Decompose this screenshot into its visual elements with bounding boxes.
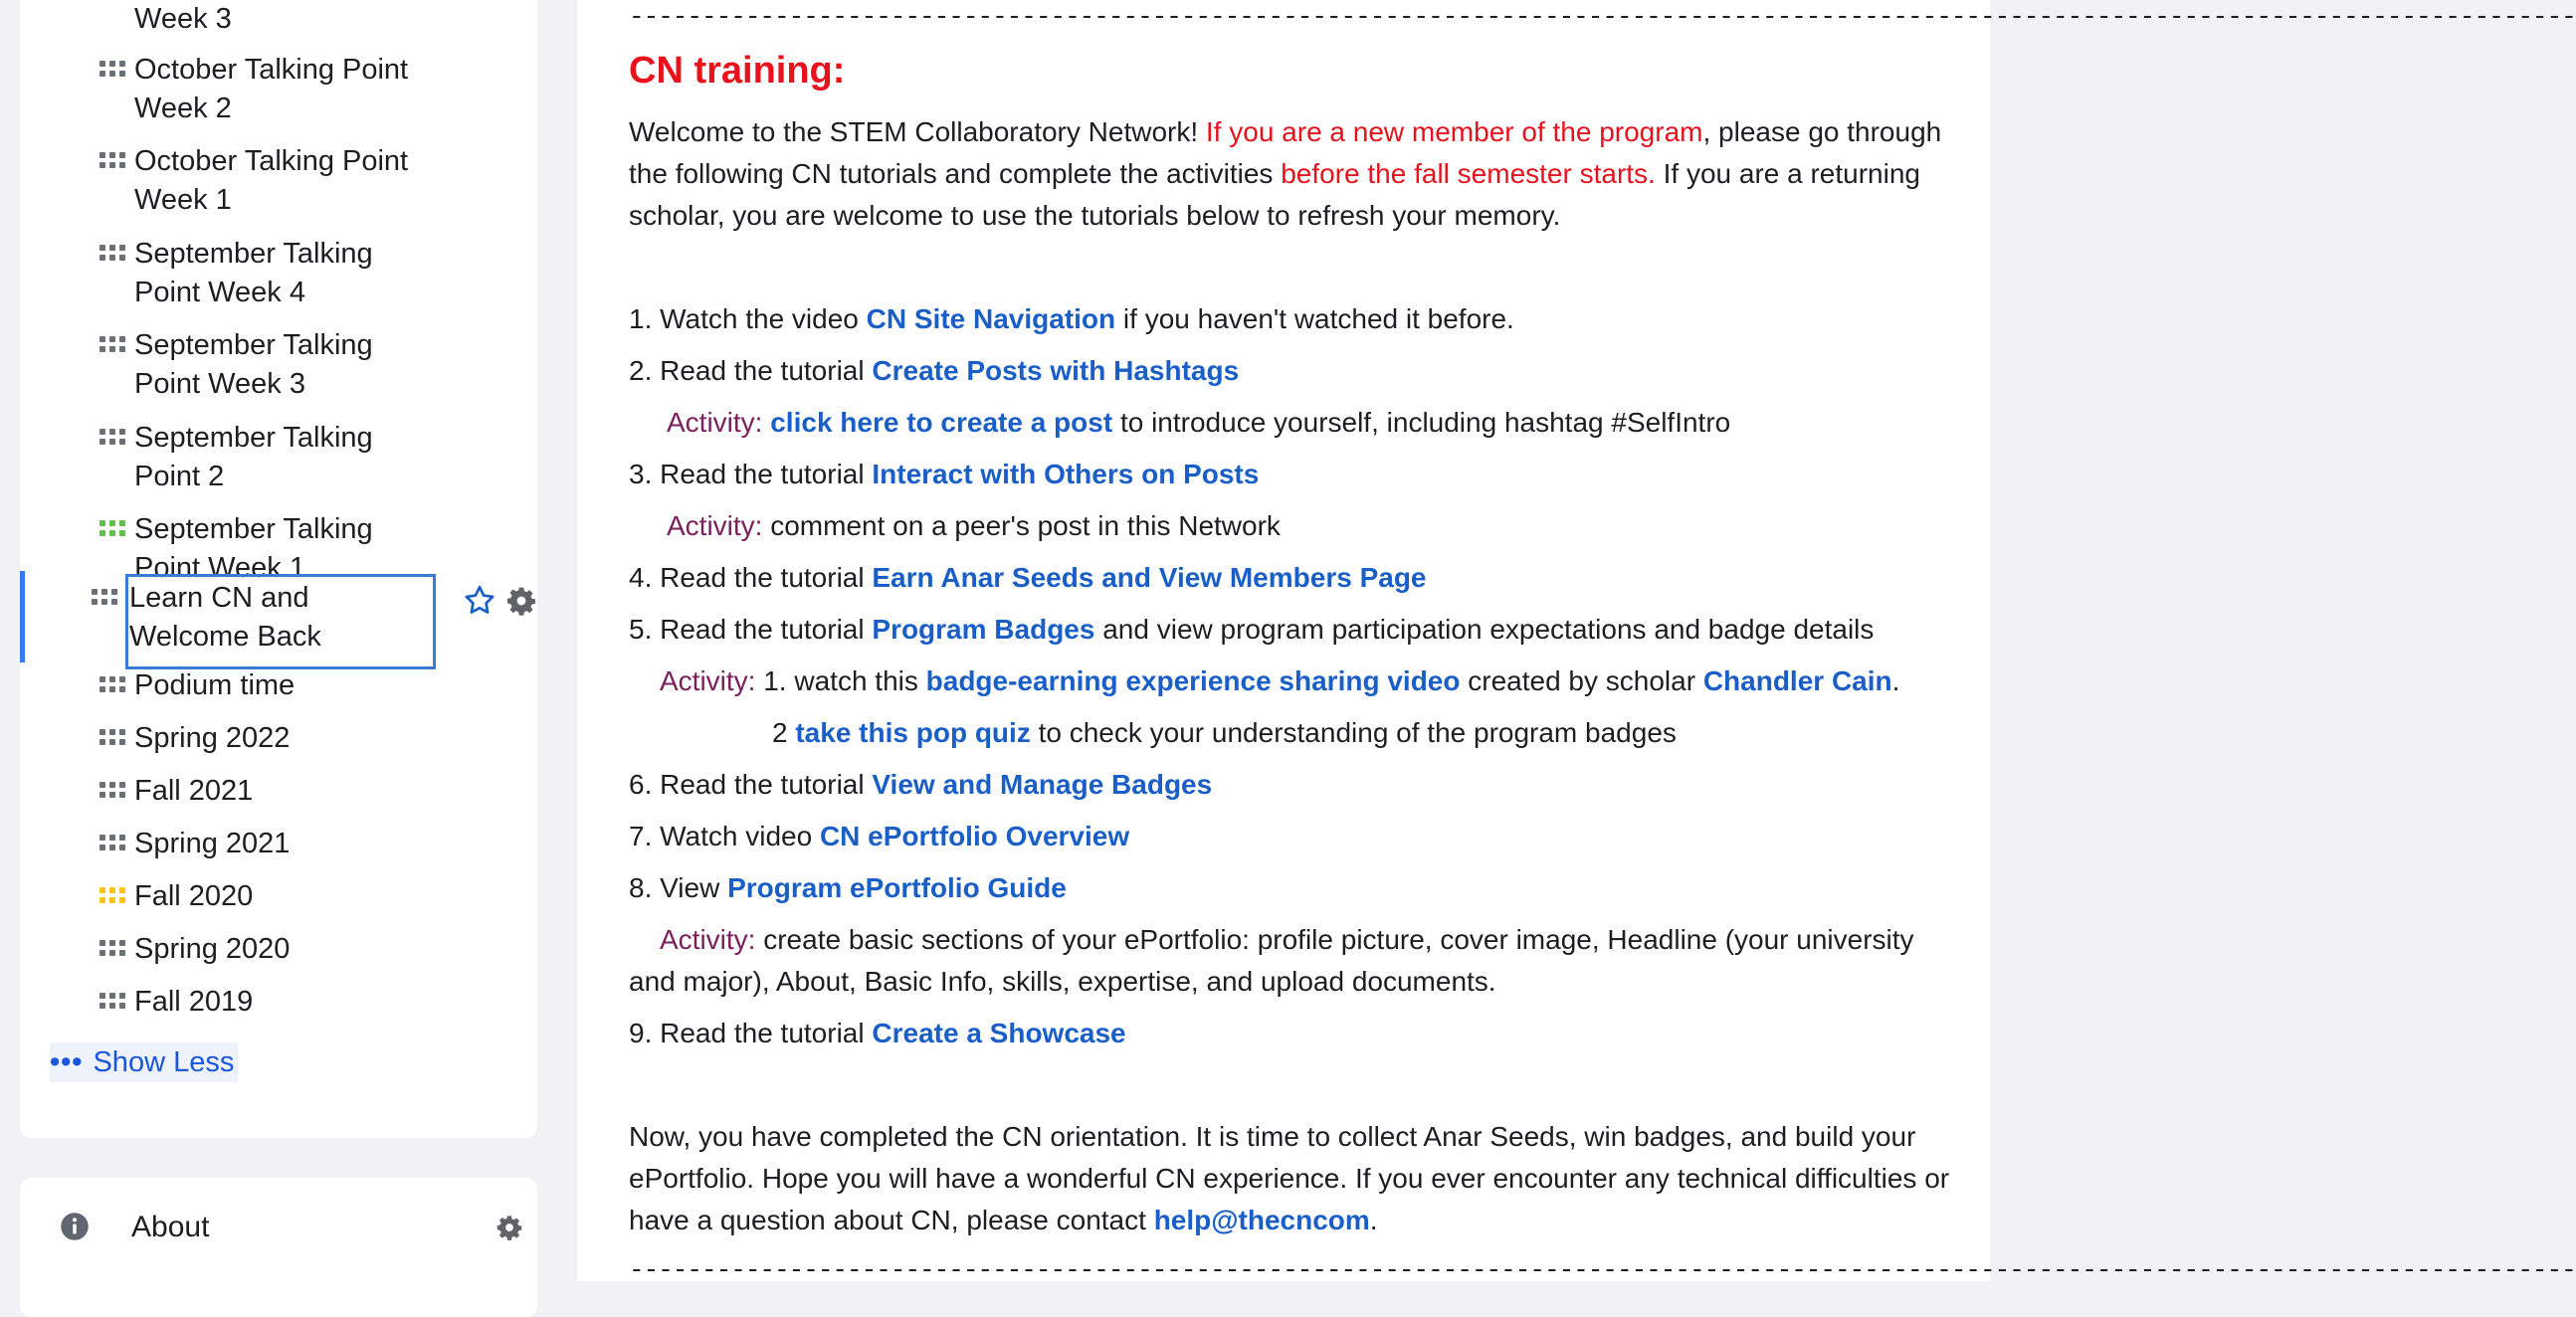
step-9 <box>629 1014 1982 1053</box>
groups-sidebar <box>20 0 537 1138</box>
eportfolio-guide-link[interactable]: Program ePortfolio Guide <box>727 872 1067 903</box>
sidebar-item-learn-cn[interactable] <box>72 579 537 658</box>
divider-bottom: -------------------------------------------------------------------------------------------------------------------------------------- <box>629 1255 2576 1285</box>
sidebar-item-week-3[interactable] <box>99 0 517 40</box>
step-text: and view program participation expectations and badge details <box>1094 614 1875 645</box>
activity-label: Activity: <box>660 924 764 955</box>
drag-grip-icon[interactable] <box>92 589 117 607</box>
star-icon[interactable] <box>462 583 497 619</box>
step-text: 2. Read the tutorial <box>629 355 873 386</box>
drag-grip-icon[interactable] <box>99 152 125 170</box>
intro-highlight: If you are a new member of the program <box>1205 116 1703 147</box>
drag-grip-icon[interactable] <box>99 61 125 79</box>
step-text: 6. Read the tutorial <box>629 769 873 800</box>
sidebar-item-october-week-1[interactable] <box>99 142 517 222</box>
eportfolio-overview-link[interactable]: CN ePortfolio Overview <box>819 821 1130 851</box>
help-email-link[interactable]: help@thecncom <box>1153 1205 1370 1235</box>
sidebar-item-label: September Talking Point 2 <box>134 422 373 492</box>
activity-label: Activity: <box>667 510 771 541</box>
step-8 <box>629 868 1982 908</box>
step-text: 7. Watch video <box>629 821 820 851</box>
step-1 <box>629 299 1982 339</box>
step-5 <box>629 610 1982 650</box>
drag-grip-icon[interactable] <box>99 245 125 263</box>
selected-indicator <box>20 571 25 662</box>
sidebar-item-label: September Talking Point Week 4 <box>134 238 373 308</box>
drag-grip-icon[interactable] <box>99 520 125 538</box>
activity-text: 1. watch this <box>763 665 926 696</box>
about-label: About <box>131 1211 210 1243</box>
sidebar-item-spring-2022[interactable] <box>99 719 517 759</box>
sidebar-item-september-point-2[interactable] <box>99 419 517 498</box>
intro-text: Welcome to the STEM Collaboratory Network! <box>629 116 1206 147</box>
about-row[interactable] <box>60 1208 517 1247</box>
create-showcase-link[interactable]: Create a Showcase <box>872 1018 1126 1048</box>
step-text: if you haven't watched it before. <box>1115 303 1514 334</box>
sidebar-item-label: Learn CN and Welcome Back <box>129 582 321 653</box>
activity-text: 2 <box>772 717 796 748</box>
more-dots-icon: ••• <box>50 1046 84 1078</box>
anar-seeds-link[interactable]: Earn Anar Seeds and View Members Page <box>872 562 1427 593</box>
activity-3 <box>667 506 2020 546</box>
activity-5 <box>660 661 2013 701</box>
step-6 <box>629 765 1982 805</box>
badge-video-link[interactable]: badge-earning experience sharing video <box>925 665 1461 696</box>
pop-quiz-link[interactable]: take this pop quiz <box>795 717 1031 748</box>
activity-label: Activity: <box>660 665 764 696</box>
sidebar-item-fall-2019[interactable] <box>99 983 517 1023</box>
sidebar-item-label: September Talking Point Week 3 <box>134 329 373 400</box>
step-7 <box>629 817 1982 856</box>
about-card <box>20 1178 537 1317</box>
sidebar-item-september-week-4[interactable] <box>99 235 517 314</box>
activity-2 <box>667 403 2020 443</box>
manage-badges-link[interactable]: View and Manage Badges <box>872 769 1213 800</box>
sidebar-item-label: Spring 2020 <box>134 933 291 965</box>
intro-text: If you are a returning scholar, you are welcome to use the tutorials below to refresh your memory. <box>629 158 1920 231</box>
closing-text: . <box>1369 1205 1378 1235</box>
activity-5-quiz <box>772 713 2125 753</box>
gear-icon[interactable] <box>495 1214 523 1241</box>
create-post-link[interactable]: click here to create a post <box>770 407 1113 438</box>
intro-highlight: before the fall semester starts. <box>1281 158 1656 189</box>
step-3 <box>629 455 1982 494</box>
step-2 <box>629 351 1982 391</box>
program-badges-link[interactable]: Program Badges <box>872 614 1095 645</box>
divider-top: -------------------------------------------------------------------------------------------------------------------------------------- <box>629 2 2576 32</box>
step-text: 4. Read the tutorial <box>629 562 873 593</box>
activity-label: Activity: <box>667 407 771 438</box>
activity-text: to introduce yourself, including hashtag #SelfIntro <box>1112 407 1731 438</box>
activity-text: to check your understanding of the program badges <box>1030 717 1677 748</box>
sidebar-item-podium-time[interactable] <box>99 666 517 706</box>
closing-paragraph <box>629 1116 1962 1241</box>
step-4 <box>629 558 1982 598</box>
sidebar-item-fall-2021[interactable] <box>99 772 517 812</box>
group-list <box>20 0 537 1138</box>
info-icon <box>60 1212 90 1241</box>
drag-grip-icon[interactable] <box>99 835 125 852</box>
sidebar-item-october-week-2[interactable] <box>99 51 517 130</box>
step-text: 9. Read the tutorial <box>629 1018 873 1048</box>
drag-grip-icon[interactable] <box>99 940 125 958</box>
show-less-label: Show Less <box>93 1046 235 1078</box>
interact-link[interactable]: Interact with Others on Posts <box>872 459 1260 489</box>
sidebar-item-label: September Talking Point Week 1 <box>134 513 373 584</box>
activity-text: created by scholar <box>1460 665 1703 696</box>
activity-text: comment on a peer's post in this Network <box>770 510 1281 541</box>
sidebar-item-fall-2020[interactable] <box>99 877 517 917</box>
sidebar-item-label: Fall 2020 <box>134 880 254 912</box>
drag-grip-icon[interactable] <box>99 336 125 354</box>
drag-grip-icon[interactable] <box>99 429 125 447</box>
drag-grip-icon[interactable] <box>99 993 125 1011</box>
activity-8 <box>629 919 1952 1003</box>
intro-paragraph <box>629 111 1962 237</box>
step-text: 1. Watch the video <box>629 303 867 334</box>
scholar-profile-link[interactable]: Chandler Cain <box>1702 665 1892 696</box>
create-posts-link[interactable]: Create Posts with Hashtags <box>872 355 1240 386</box>
sidebar-item-label: Spring 2021 <box>134 828 291 859</box>
sidebar-item-label: Fall 2021 <box>134 775 254 807</box>
activity-text: . <box>1891 665 1900 696</box>
post-content <box>577 0 2576 1285</box>
step-text: 8. View <box>629 872 728 903</box>
sidebar-item-september-week-3[interactable] <box>99 326 517 406</box>
sidebar-item-spring-2020[interactable] <box>99 930 517 970</box>
step-text: 5. Read the tutorial <box>629 614 873 645</box>
show-less-link[interactable] <box>50 1042 238 1082</box>
drag-grip-icon[interactable] <box>99 887 125 905</box>
sidebar-item-spring-2021[interactable] <box>99 825 517 864</box>
drag-grip-icon[interactable] <box>99 676 125 694</box>
sidebar-item-label: Week 3 <box>134 3 232 35</box>
drag-grip-icon[interactable] <box>99 729 125 747</box>
closing-text: Now, you have completed the CN orientation. It is time to collect Anar Seeds, win badges, and build your ePortfolio. Hope you will have a wonderful CN experience. If you ever encounter any technical difficulties or have a question about CN, please contact <box>629 1121 1950 1235</box>
drag-grip-icon[interactable] <box>99 782 125 800</box>
activity-text: create basic sections of your ePortfolio: profile picture, cover image, Headline (your university and major), About, Basic Info, skills, expertise, and upload documents. <box>629 924 1914 997</box>
gear-icon[interactable] <box>505 585 537 617</box>
sidebar-item-label: Fall 2019 <box>134 986 254 1018</box>
sidebar-item-label: Podium time <box>134 669 296 701</box>
intro-text: , please go through the following CN tutorials and complete the activities <box>629 116 1942 189</box>
step-text: 3. Read the tutorial <box>629 459 873 489</box>
sidebar-item-label: October Talking Point Week 1 <box>134 145 409 216</box>
page-title: CN training: <box>629 50 846 92</box>
cn-site-navigation-link[interactable]: CN Site Navigation <box>866 303 1116 334</box>
sidebar-item-label: Spring 2022 <box>134 722 291 754</box>
sidebar-item-label: October Talking Point Week 2 <box>134 54 409 124</box>
